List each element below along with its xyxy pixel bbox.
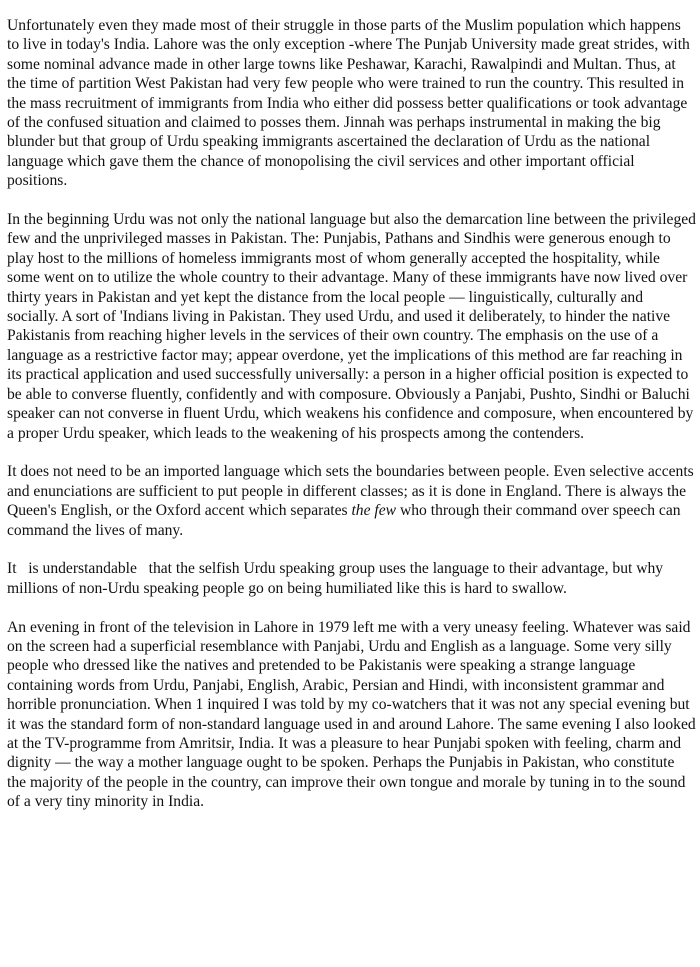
paragraph-3-italic-phrase: the few [351,502,397,520]
paragraph-3-text-before: It does not need to be an imported language which sets the boundaries between people. Even selective accents and enunciations are sufficient to put people in different classes; as it is done in England. There is always the Queen's English, or the Oxford accent which separates [7,463,694,520]
paragraph-5: An evening in front of the television in Lahore in 1979 left me with a very uneasy feeling. Whatever was said on the screen had a superficial resemblance with Panjabi, Urdu and English as a language. Some very silly people who dressed like the natives and pretended to be Pakistanis were speaking a strange language containing words from Urdu, Panjabi, English, Arabic, Persian and Hindi, with inconsistent grammar and horrible pronunciation. When 1 inquired I was told by my co-watchers that it was not any special evening but it was the standard form of non-standard language used in and around Lahore. The same evening I also looked at the TV-programme from Amritsir, India. It was a pleasure to hear Punjabi spoken with feeling, charm and dignity — the way a mother language ought to be spoken. Perhaps the Punjabis in Pakistan, who constitute the majority of the people in the country, can improve their own tongue and morale by tuning in to the sound of a very tiny minority in India. [7,618,696,811]
paragraph-2: In the beginning Urdu was not only the national language but also the demarcation line between the privileged few and the unprivileged masses in Pakistan. The: Punjabis, Pathans and Sindhis were generous enough to play host to the millions of homeless immigrants most of whom generally accepted the hospitality, while some went on to utilize the whole country to their advantage. Many of these immigrants have now lived over thirty years in Pakistan and yet kept the distance from the local people — linguistically, culturally and socially. A sort of 'Indians living in Pakistan. They used Urdu, and used it deliberately, to hinder the native Pakistanis from reaching higher levels in the services of their own country. The emphasis on the use of a language as a restrictive factor may; appear overdone, yet the implications of this method are far reaching in its practical application and used successfully universally: a person in a higher official position is expected to be able to converse fluently, confidently and with composure. Obviously a Panjabi, Pushto, Sindhi or Baluchi speaker can not converse in fluent Urdu, which weakens his confidence and composure, when encountered by a proper Urdu speaker, which leads to the weakening of his prospects among the contenders. [7,211,696,442]
paragraph-4: It is understandable that the selfish Urdu speaking group uses the language to their advantage, but why millions of non-Urdu speaking people go on being humiliated like this is hard to swallow. [7,560,667,597]
paragraph-1: Unfortunately even they made most of their struggle in those parts of the Muslim population which happens to live in today's India. Lahore was the only exception -where The Punjab University made great strides, with some nominal advance made in other large towns like Peshawar, Karachi, Rawalpindi and Multan. Thus, at the time of partition West Pakistan had very few people who were trained to run the country. This resulted in the mass recruitment of immigrants from India who either did possess better qualifications or took advantage of the confused situation and claimed to posses them. Jinnah was perhaps instrumental in making the big blunder but that group of Urdu speaking immigrants ascertained the declaration of Urdu as the national language which gave them the chance of monopolising the civil services and other important official positions. [7,17,690,190]
paragraph-3 [7,462,696,540]
paragraph-3-text-after: who through their command over speech can command the lives of many. [7,502,681,539]
